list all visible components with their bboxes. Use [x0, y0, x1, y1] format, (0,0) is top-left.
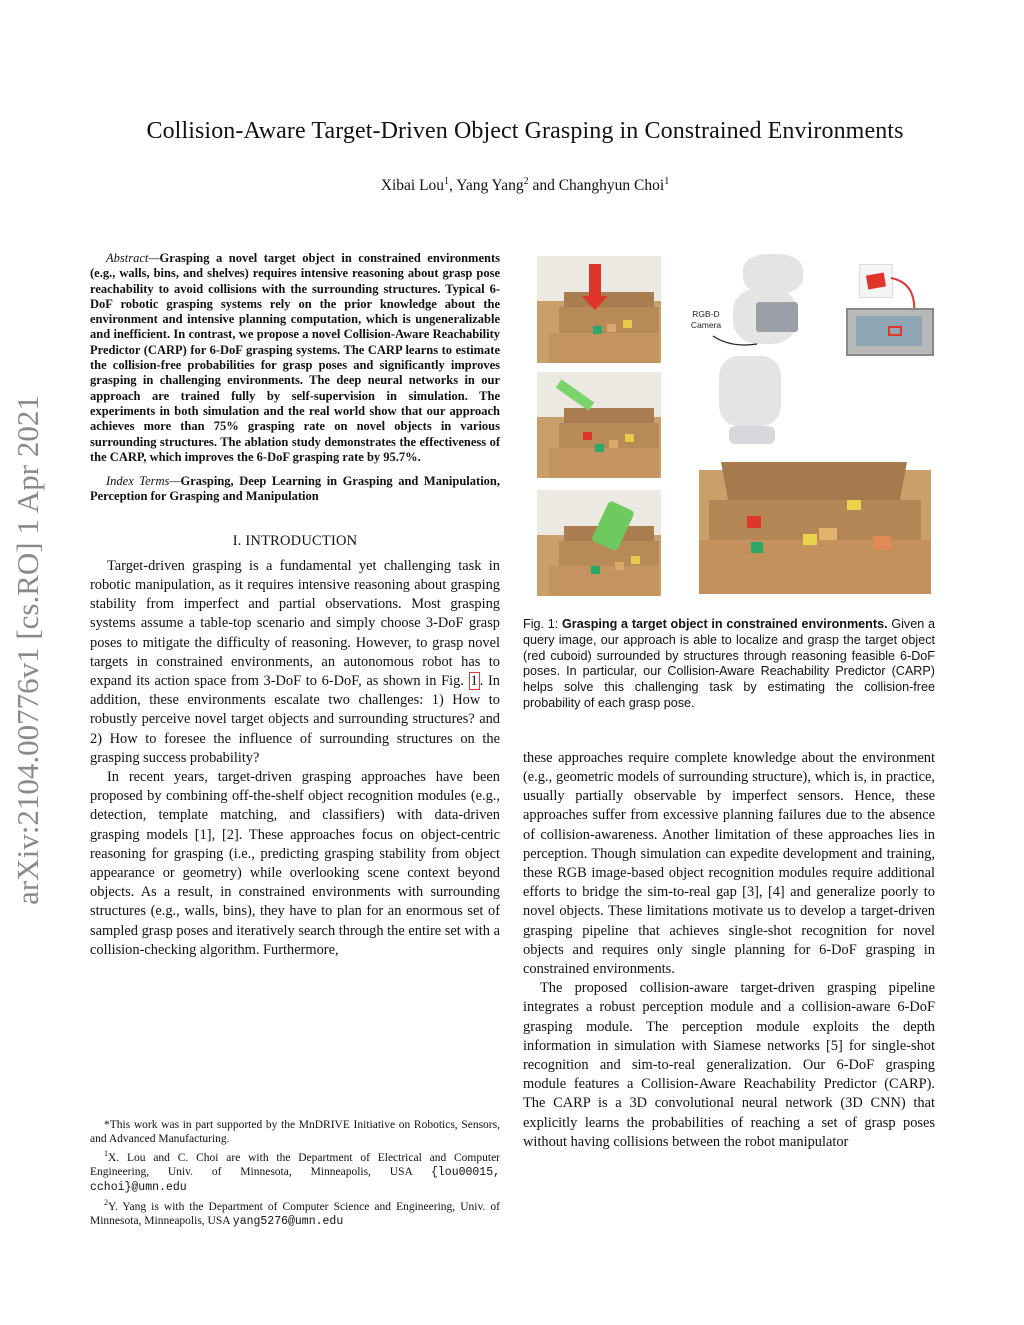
caption-label: Fig. 1:: [523, 617, 563, 631]
query-image: [859, 264, 893, 298]
right-column: [523, 252, 935, 1152]
right-body: [523, 749, 935, 1152]
robot-base: [729, 426, 775, 444]
author-2: Yang Yang: [456, 177, 524, 195]
author-line: [60, 176, 990, 195]
bin-green-cube: [751, 542, 763, 553]
footnote-1-email[interactable]: {lou00015, cchoi}@umn.edu: [90, 1166, 500, 1195]
robot-arm-lower: [719, 356, 781, 426]
bin-back-wall: [721, 462, 907, 502]
left-column: [90, 251, 500, 960]
author-separator: and: [528, 177, 559, 195]
section-heading-introduction: I. INTRODUCTION: [232, 532, 358, 549]
footnote-2-email[interactable]: yang5276@umn.edu: [232, 1215, 344, 1229]
index-terms-text: Grasping, Deep Learning in Grasping and Manipulation, Perception for Grasping and Manipulation: [90, 474, 500, 504]
footnote-1-marker: 1: [104, 1148, 108, 1158]
camera-pointer-line: [711, 332, 761, 352]
figure-photo-panel-2: [537, 372, 661, 478]
footnote-2-marker: 2: [104, 1197, 108, 1207]
rgbd-label-line-2: Camera: [690, 320, 722, 330]
author-2-affil: 2: [523, 176, 529, 187]
index-terms-lead: Index Terms—: [106, 474, 181, 489]
right-paragraph-1: these approaches require complete knowledge about the environment (e.g., geometric models of surrounding structure), which is, in practice, usually partially observable by imperfect sensors. Hence, these approaches suffer from excessive planning failures due to the absence of collision-awareness. Another limitation of these approaches lies in perception. Though simulation can expedite development and training, these RGB image-based object recognition modules require additional efforts to bridge the sim-to-real gap [3], [4] and generalize poorly to novel objects. These limitations motivate us to develop a target-driven grasping pipeline that achieves single-shot recognition for novel objects and requires only single planning for 6-DoF grasping in constrained environments.: [523, 749, 935, 978]
index-terms: [90, 474, 500, 505]
intro-paragraph-2: In recent years, target-driven grasping approaches have been proposed by combining off-the-shelf object recognition modules (e.g., detection, template matching, and classifiers) with data-driven grasping models [1], [2]. These approaches focus on object-centric reasoning for grasping (i.e., predicting grasping stability from object appearance or geometry) while overlooking scene context beyond objects. As a result, in constrained environments with surrounding structures (e.g., walls, bins), they have to plan for an enormous set of sampled grasp poses and iteratively search through the entire set with a collision-checking algorithm. Furthermore,: [90, 768, 500, 958]
footnote-affiliation-1: [90, 1147, 500, 1196]
figure-1-link[interactable]: 1: [470, 672, 478, 689]
camera-view-target-box: [888, 326, 902, 336]
abstract-lead: Abstract—: [106, 251, 160, 265]
rgbd-label-line-1: RGB-D: [692, 309, 720, 319]
abstract-text: Grasping a novel target object in constrained environments (e.g., walls, bins, and shelves) requires intensive reasoning about grasp pose reachability to avoid collisions with the surrounding structures. Typical 6-DoF robotic grasping systems rely on the prior knowledge about the environment and intensive planning computation, which is ungeneralizable and inefficient. In contrast, we propose a novel Collision-Aware Reachability Predictor (CARP) for 6-DoF grasping systems. The CARP learns to estimate the collision-free probabilities for grasp poses and significantly improves grasping in challenging environments. The deep neural networks in our approach are trained fully by self-supervision in simulation. The experiments in both simulation and the real world show that our approach achieves more than 75% grasping rate on novel objects in various surrounding structures. The ablation study demonstrates the effectiveness of the CARP, which improves the 6-DoF grasping rate by 95.7%.: [90, 251, 500, 464]
right-paragraph-2: The proposed collision-aware target-driven grasping pipeline integrates a robust perception module and a collision-aware 6-DoF grasping module. The perception module exploits the depth information in simulation with Siamese networks [5] for single-shot recognition and sim-to-real generalization. Our 6-DoF grasping module features a Collision-Aware Reachability Predictor (CARP). The CARP is a 3D convolutional neural network (3D CNN) that explicitly learns the probabilities of reaching a set of grasp poses without having collisions between the robot manipulator: [523, 980, 935, 1150]
figure-photo-panel-3: [537, 490, 661, 596]
figure-1: [523, 252, 935, 597]
abstract: [90, 251, 500, 465]
footnote-1-text: X. Lou and C. Choi are with the Department of Electrical and Computer Engineering, Univ. of Minnesota, Minneapolis, USA: [90, 1151, 500, 1179]
footnote-affiliation-2: [90, 1196, 500, 1230]
paper-title: Collision-Aware Target-Driven Object Grasping in Constrained Environments: [146, 118, 904, 144]
camera-view-inset: [846, 308, 934, 356]
bin-photo: [699, 470, 931, 594]
intro-p1-part-b: . In addition, these environments escalate two challenges: 1) How to robustly perceive novel target objects and surrounding structures? and 2) How to foresee the influence of surrounding structures on the grasping success probability?: [90, 672, 500, 766]
caption-bold: Grasping a target object in constrained environments.: [562, 617, 888, 631]
arxiv-stamp: [8, 350, 48, 950]
caption-text: Given a query image, our approach is able to localize and grasp the target object (red cuboid) surrounded by structures through reasoning feasible 6-DoF poses. In particular, our Collision-Aware Reachability Predictor (CARP) helps solve this challenging task by estimating the collision-free probability of each grasp pose.: [523, 617, 935, 710]
footnote-2-text: Y. Yang is with the Department of Computer Science and Engineering, Univ. of Minnesota, Minneapolis, USA: [90, 1200, 500, 1228]
bin-orange-block: [873, 536, 891, 550]
bin-yellow-block: [847, 500, 861, 510]
robot-gripper: [756, 302, 798, 332]
footnote-funding: *This work was in part supported by the MnDRIVE Initiative on Robotics, Sensors, and Advanced Manufacturing.: [90, 1119, 500, 1146]
query-red-cuboid: [866, 273, 886, 290]
arxiv-stamp-text: arXiv:2104.00776v1 [cs.RO] 1 Apr 2021: [10, 395, 45, 905]
rgbd-camera-label: [681, 309, 731, 331]
author-1: Xibai Lou: [380, 177, 445, 195]
intro-p1-part-a: Target-driven grasping is a fundamental yet challenging task in robotic manipulation, as it requires intensive reasoning about grasping stability from imperfect and partial observations. Most grasping systems assume a table-top scenario and simply choose 3-DoF grasp poses to mitigate the difficulty of reasoning. However, to grasp novel targets in constrained environments, an autonomous robot has to expand its action space from 3-DoF to 6-DoF, as shown in Fig.: [90, 557, 500, 689]
intro-paragraph-1: [90, 557, 500, 768]
author-1-affil: 1: [444, 176, 450, 187]
figure-1-caption: [523, 617, 935, 712]
author-3: Changhyun Choi: [558, 177, 665, 195]
figure-photo-panel-1: [537, 256, 661, 363]
footnotes: [90, 1118, 500, 1230]
bin-front-wall: [699, 540, 931, 594]
bin-red-cuboid: [747, 516, 761, 528]
author-separator: ,: [449, 177, 457, 195]
bin-tan-block: [819, 528, 837, 540]
author-3-affil: 1: [664, 176, 670, 187]
bin-yellow-cube: [803, 534, 817, 545]
